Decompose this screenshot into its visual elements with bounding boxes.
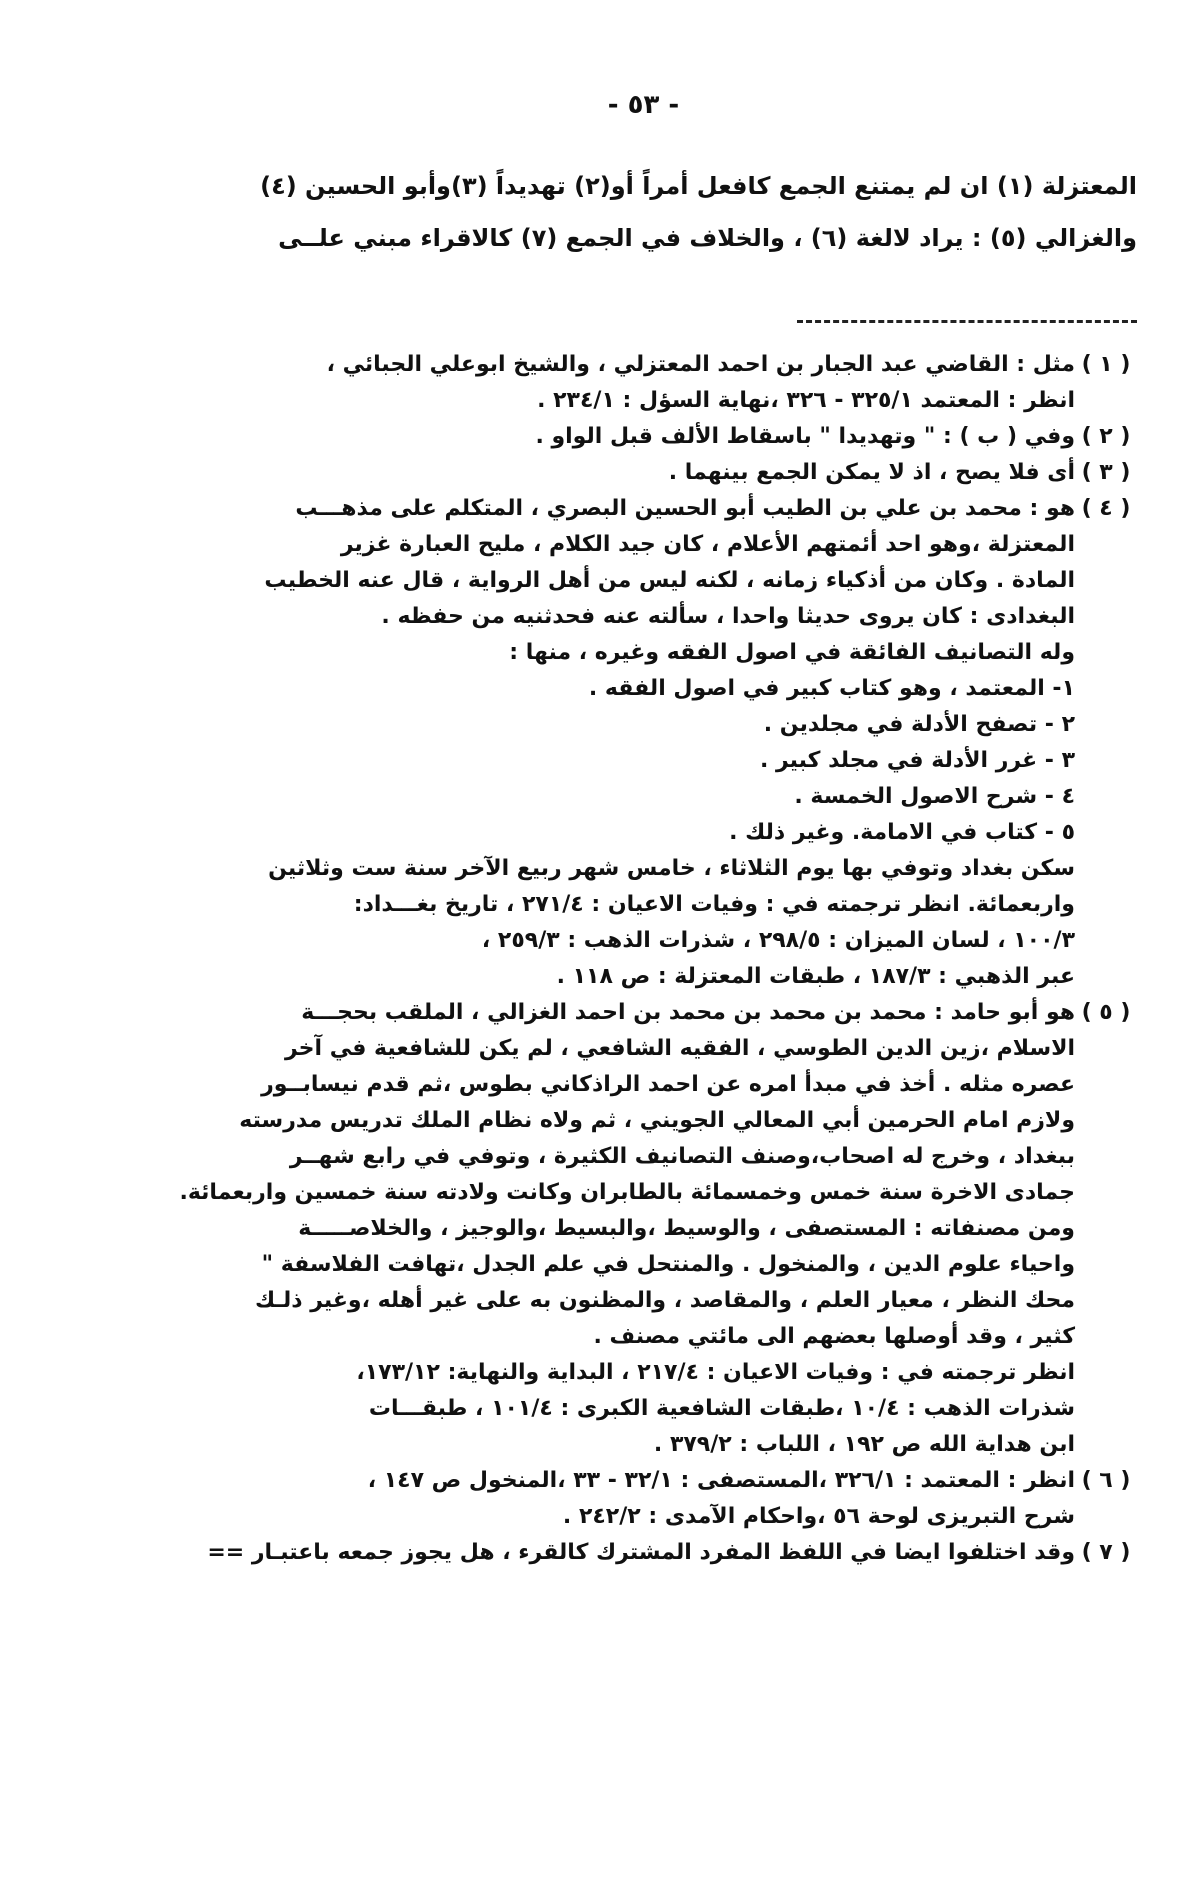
footnote <box>150 995 1137 1463</box>
footnote <box>150 1535 1137 1571</box>
footnote-line: انظر : المعتمد ٣٢٥/١ - ٣٢٦ ،نهاية السؤل : ٢٣٤/١ . <box>537 388 1075 413</box>
footnote-line: كثير ، وقد أوصلها بعضهم الى مائتي مصنف . <box>593 1324 1075 1349</box>
footnote-number: ( ٣ ) <box>1081 460 1131 485</box>
main-text-line: والغزالي (٥) : يراد لالغة (٦) ، والخلاف في الجمع (٧) كالاقراء مبني علــى <box>278 224 1137 252</box>
footnote-text <box>150 491 1075 995</box>
footnote-line: شرح التبريزى لوحة ٥٦ ،واحكام الآمدى : ٢٤٢/٢ . <box>562 1504 1075 1529</box>
page-number: - ٥٣ - <box>607 90 680 120</box>
footnote-line: البغدادى : كان يروى حديثا واحدا ، سألته عنه فحدثنيه من حفظه . <box>381 604 1075 629</box>
footnote-number: ( ٧ ) <box>1081 1540 1131 1565</box>
main-text <box>150 160 1137 264</box>
footnote-line: وله التصانيف الفائقة في اصول الفقه وغيره ، منها : <box>509 640 1075 665</box>
footnote-line: ٥ - كتاب في الامامة. وغير ذلك . <box>729 820 1075 845</box>
footnote-line: وقد اختلفوا ايضا في اللفظ المفرد المشترك كالقرء ، هل يجوز جمعه باعتبـار == <box>207 1540 1075 1565</box>
footnote-line: ابن هداية الله ص ١٩٢ ، اللباب : ٣٧٩/٢ . <box>653 1432 1075 1457</box>
footnote-line: انظر ترجمته في : وفيات الاعيان : ٢١٧/٤ ، البداية والنهاية: ١٧٣/١٢، <box>356 1360 1075 1385</box>
footnote-text <box>150 455 1075 491</box>
footnote-line: مثل : القاضي عبد الجبار بن احمد المعتزلي ، والشيخ ابوعلي الجبائي ، <box>326 352 1075 377</box>
footnote-line: محك النظر ، معيار العلم ، والمقاصد ، والمظنون به على غير أهله ،وغير ذلـك <box>254 1288 1075 1313</box>
footnote-separator <box>797 320 1137 323</box>
footnotes <box>150 347 1137 1571</box>
footnote-line: ببغداد ، وخرج له اصحاب،وصنف التصانيف الكثيرة ، وتوفي في رابع شهــر <box>289 1144 1075 1169</box>
footnote-line: هو : محمد بن علي بن الطيب أبو الحسين البصري ، المتكلم على مذهـــب <box>295 496 1075 521</box>
footnote-line: المادة . وكان من أذكياء زمانه ، لكنه ليس من أهل الرواية ، قال عنه الخطيب <box>264 568 1075 593</box>
footnote-line: ٢ - تصفح الأدلة في مجلدين . <box>763 712 1075 737</box>
footnote-line: أى فلا يصح ، اذ لا يمكن الجمع بينهما . <box>668 460 1075 485</box>
footnote-number: ( ١ ) <box>1081 352 1131 377</box>
footnote <box>150 419 1137 455</box>
footnote-line: واحياء علوم الدين ، والمنخول . والمنتحل في علم الجدل ،تهافت الفلاسفة " <box>261 1252 1075 1277</box>
footnote-line: ١٠٠/٣ ، لسان الميزان : ٢٩٨/٥ ، شذرات الذهب : ٢٥٩/٣ ، <box>481 928 1075 953</box>
footnote-line: الاسلام ،زين الدين الطوسي ، الفقيه الشافعي ، لم يكن للشافعية في آخر <box>284 1036 1075 1061</box>
footnote-line: ومن مصنفاته : المستصفى ، والوسيط ،والبسيط ،والوجيز ، والخلاصـــــة <box>298 1216 1075 1241</box>
footnote-number: ( ٤ ) <box>1081 496 1131 521</box>
footnote-line: واربعمائة. انظر ترجمته في : وفيات الاعيان : ٢٧١/٤ ، تاريخ بغـــداد: <box>353 892 1075 917</box>
footnote-line: عبر الذهبي : ١٨٧/٣ ، طبقات المعتزلة : ص ١١٨ . <box>556 964 1075 989</box>
footnote-number: ( ٢ ) <box>1081 424 1131 449</box>
footnote-line: عصره مثله . أخذ في مبدأ امره عن احمد الراذكاني بطوس ،ثم قدم نيسابــور <box>261 1072 1075 1097</box>
footnote-text <box>150 419 1075 455</box>
footnote-line: شذرات الذهب : ١٠/٤ ،طبقات الشافعية الكبرى : ١٠١/٤ ، طبقـــات <box>368 1396 1075 1421</box>
footnote-text <box>150 995 1075 1463</box>
footnote-line: وفي ( ب ) : " وتهديدا " باسقاط الألف قبل الواو . <box>535 424 1075 449</box>
footnote-line: هو أبو حامد : محمد بن محمد بن محمد بن احمد الغزالي ، الملقب بحجـــة <box>301 1000 1075 1025</box>
footnote-line: ٤ - شرح الاصول الخمسة . <box>794 784 1075 809</box>
footnote-line: انظر : المعتمد : ٣٢٦/١ ،المستصفى : ٣٢/١ - ٣٣ ،المنخول ص ١٤٧ ، <box>367 1468 1075 1493</box>
footnote-text <box>150 1463 1075 1535</box>
footnote-text <box>150 347 1075 419</box>
footnote-line: ٣ - غرر الأدلة في مجلد كبير . <box>759 748 1075 773</box>
footnote-line: جمادى الاخرة سنة خمس وخمسمائة بالطابران وكانت ولادته سنة خمسين واربعمائة. <box>179 1180 1075 1205</box>
footnote-line: المعتزلة ،وهو احد أئمتهم الأعلام ، كان جيد الكلام ، مليح العبارة غزير <box>340 532 1075 557</box>
footnote <box>150 491 1137 995</box>
footnote-line: ولازم امام الحرمين أبي المعالي الجويني ، ثم ولاه نظام الملك تدريس مدرسته <box>239 1108 1075 1133</box>
footnote-number: ( ٦ ) <box>1081 1468 1131 1493</box>
footnote-text <box>150 1535 1075 1571</box>
footnote-line: ١- المعتمد ، وهو كتاب كبير في اصول الفقه . <box>588 676 1075 701</box>
footnote-line: سكن بغداد وتوفي بها يوم الثلاثاء ، خامس شهر ربيع الآخر سنة ست وثلاثين <box>268 856 1075 881</box>
footnote <box>150 1463 1137 1535</box>
footnote <box>150 455 1137 491</box>
footnote <box>150 347 1137 419</box>
main-text-line: المعتزلة (١) ان لم يمتنع الجمع كافعل أمراً أو(٢) تهديداً (٣)وأبو الحسين (٤) <box>260 172 1137 200</box>
footnote-number: ( ٥ ) <box>1081 1000 1131 1025</box>
